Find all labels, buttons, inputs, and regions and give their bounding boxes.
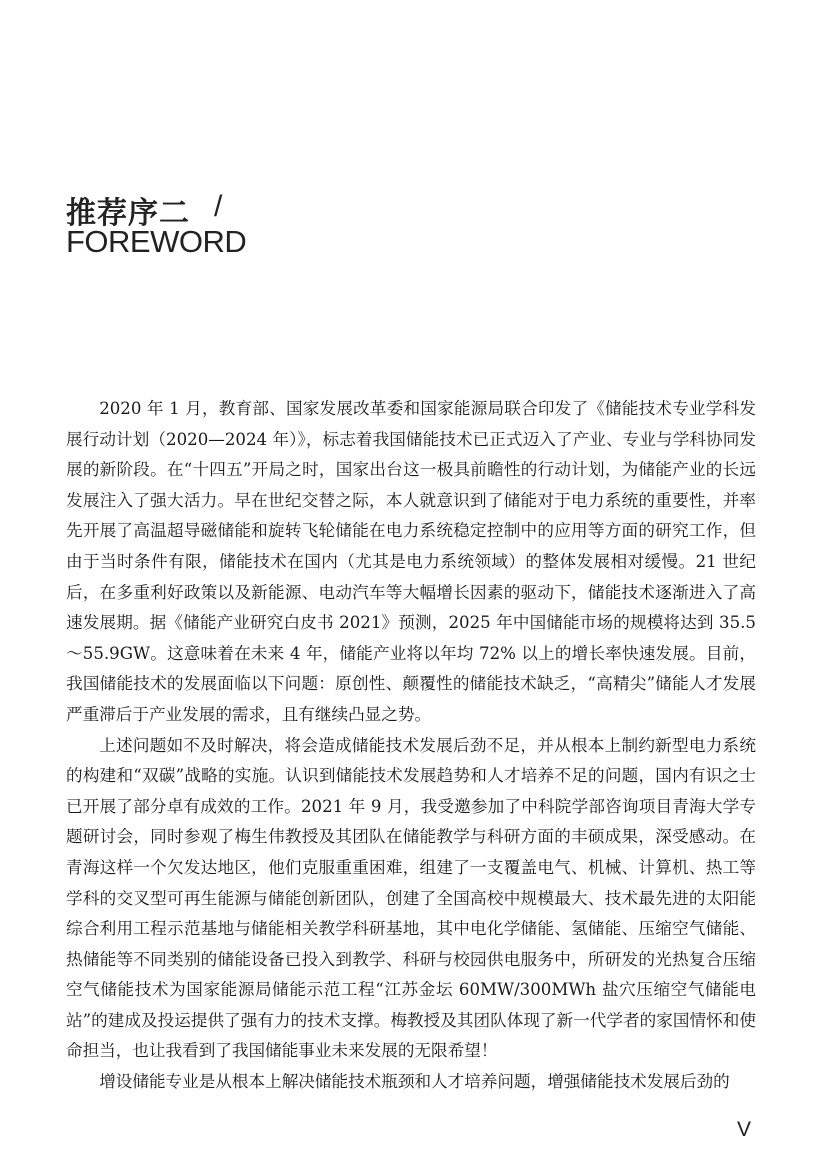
heading-english-title: FOREWORD — [66, 224, 247, 259]
heading-separator: / — [214, 190, 223, 223]
paragraph-2: 上述问题如不及时解决，将会造成储能技术发展后劲不足，并从根本上制约新型电力系统的构建和“双碳”战略的实施。认识到储能技术发展趋势和人才培养不足的问题，国内有识之士已开展了部分卓有成效的工作。2021 年 9 月，我受邀参加了中科院学部咨询项目青海大学专题研讨会，同时参观了梅生伟教授及其团队在储能教学与科研方面的丰硕成果，深受感动。在青海这样一个欠发达地区，他们克服重重困难，组建了一支覆盖电气、机械、计算机、热工等学科的交叉型可再生能源与储能创新团队，创建了全国高校中规模最大、技术最先进的太阳能综合利用工程示范基地与储能相关教学科研基地，其中电化学储能、氢储能、压缩空气储能、热储能等不同类别的储能设备已投入到教学、科研与校园供电服务中，所研发的光热复合压缩空气储能技术为国家能源局储能示范工程“江苏金坛 60MW/300MWh 盐穴压缩空气储能电站”的建成及投运提供了强有力的技术支撑。梅教授及其团队体现了新一代学者的家国情怀和使命担当，也让我看到了我国储能事业未来发展的无限希望！ — [66, 735, 756, 1061]
paragraph-3: 增设储能专业是从根本上解决储能技术瓶颈和人才培养问题，增强储能技术发展后劲的 — [99, 1072, 730, 1092]
foreword-body — [66, 394, 756, 1098]
paragraph-1: 2020 年 1 月，教育部、国家发展改革委和国家能源局联合印发了《储能技术专业学科发展行动计划（2020—2024 年）》，标志着我国储能技术已正式迈入了产业、专业与学科协同发展的新阶段。在“十四五”开局之时，国家出台这一极具前瞻性的行动计划，为储能产业的长远发展注入了强大活力。早在世纪交替之际，本人就意识到了储能对于电力系统的重要性，并率先开展了高温超导磁储能和旋转飞轮储能在电力系统稳定控制中的应用等方面的研究工作，但由于当时条件有限，储能技术在国内（尤其是电力系统领域）的整体发展相对缓慢。21 世纪后，在多重利好政策以及新能源、电动汽车等大幅增长因素的驱动下，储能技术逐渐进入了高速发展期。据《储能产业研究白皮书 2021》预测，2025 年中国储能市场的规模将达到 35.5～55.9GW。这意味着在未来 4 年，储能产业将以年均 72% 以上的增长率快速发展。目前，我国储能技术的发展面临以下问题：原创性、颠覆性的储能技术缺乏，“高精尖”储能人才发展严重滞后于产业发展的需求，且有继续凸显之势。 — [66, 399, 756, 724]
heading-chinese-title: 推荐序二 — [66, 196, 190, 231]
page-number: V — [737, 1118, 752, 1141]
